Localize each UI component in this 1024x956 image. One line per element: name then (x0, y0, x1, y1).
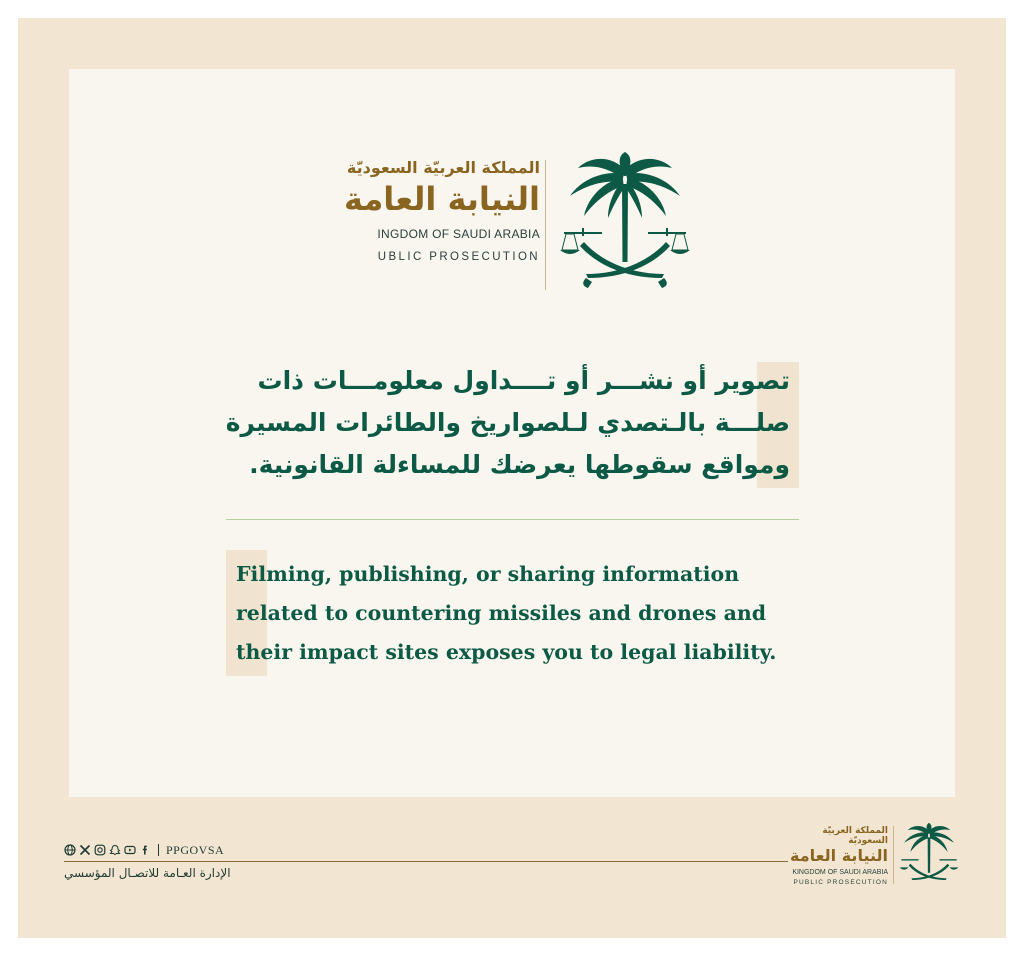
logo-divider (545, 160, 546, 290)
logo-text (325, 150, 540, 263)
header-logo (330, 150, 690, 300)
english-message-line-3: their impact sites exposes you to legal liability. (236, 640, 777, 664)
footer-emblem-icon (898, 822, 960, 890)
social-separator (158, 844, 159, 856)
footer-logo-divider (893, 826, 894, 884)
logo-kingdom-arabic: المملكة العربيّة السعوديّة (346, 158, 540, 177)
footer-logo (780, 820, 960, 890)
social-handle: PPGOVSA (166, 842, 225, 857)
x-icon[interactable] (79, 844, 91, 856)
facebook-icon[interactable] (139, 844, 151, 856)
arabic-message-line-1: تصوير أو نشـــر أو تــــداول معلومـــات ذات (257, 366, 790, 395)
arabic-message (220, 360, 790, 486)
footer-logo-kingdom-arabic: المملكة العربيّة السعوديّة (822, 826, 888, 846)
instagram-icon[interactable] (94, 844, 106, 856)
footer-rule (64, 861, 788, 862)
footer-logo-kingdom-english: KINGDOM OF SAUDI ARABIA (792, 869, 888, 876)
palm-and-crossed-swords-with-scales-icon (560, 150, 690, 300)
footer-logo-text (780, 820, 888, 886)
youtube-icon[interactable] (124, 844, 136, 856)
footer-logo-prosecution-english: PUBLIC PROSECUTION (793, 879, 888, 886)
footer-logo-prosecution-arabic: النيابة العامة (790, 846, 888, 865)
logo-prosecution-english: UBLIC PROSECUTION (377, 251, 540, 263)
english-message-line-2: related to countering missiles and drones and (236, 601, 767, 625)
social-bar (64, 841, 224, 859)
arabic-message-line-3: ومواقع سقوطها يعرضك للمساءلة القانونية. (249, 450, 790, 479)
english-message (236, 555, 816, 672)
section-divider (226, 519, 799, 520)
english-message-line-1: Filming, publishing, or sharing information (236, 562, 740, 586)
footer-department-text: الإدارة العـامة للاتصـال المؤسسي (64, 866, 231, 880)
logo-prosecution-arabic: النيابة العامة (344, 180, 540, 218)
footer-department (64, 866, 239, 880)
logo-kingdom-english: INGDOM OF SAUDI ARABIA (377, 227, 540, 241)
globe-icon[interactable] (64, 844, 76, 856)
arabic-message-line-2: صلـــة بالـتصدي لـلصواريخ والطائرات المسيرة (225, 408, 790, 437)
snapchat-icon[interactable] (109, 844, 121, 856)
